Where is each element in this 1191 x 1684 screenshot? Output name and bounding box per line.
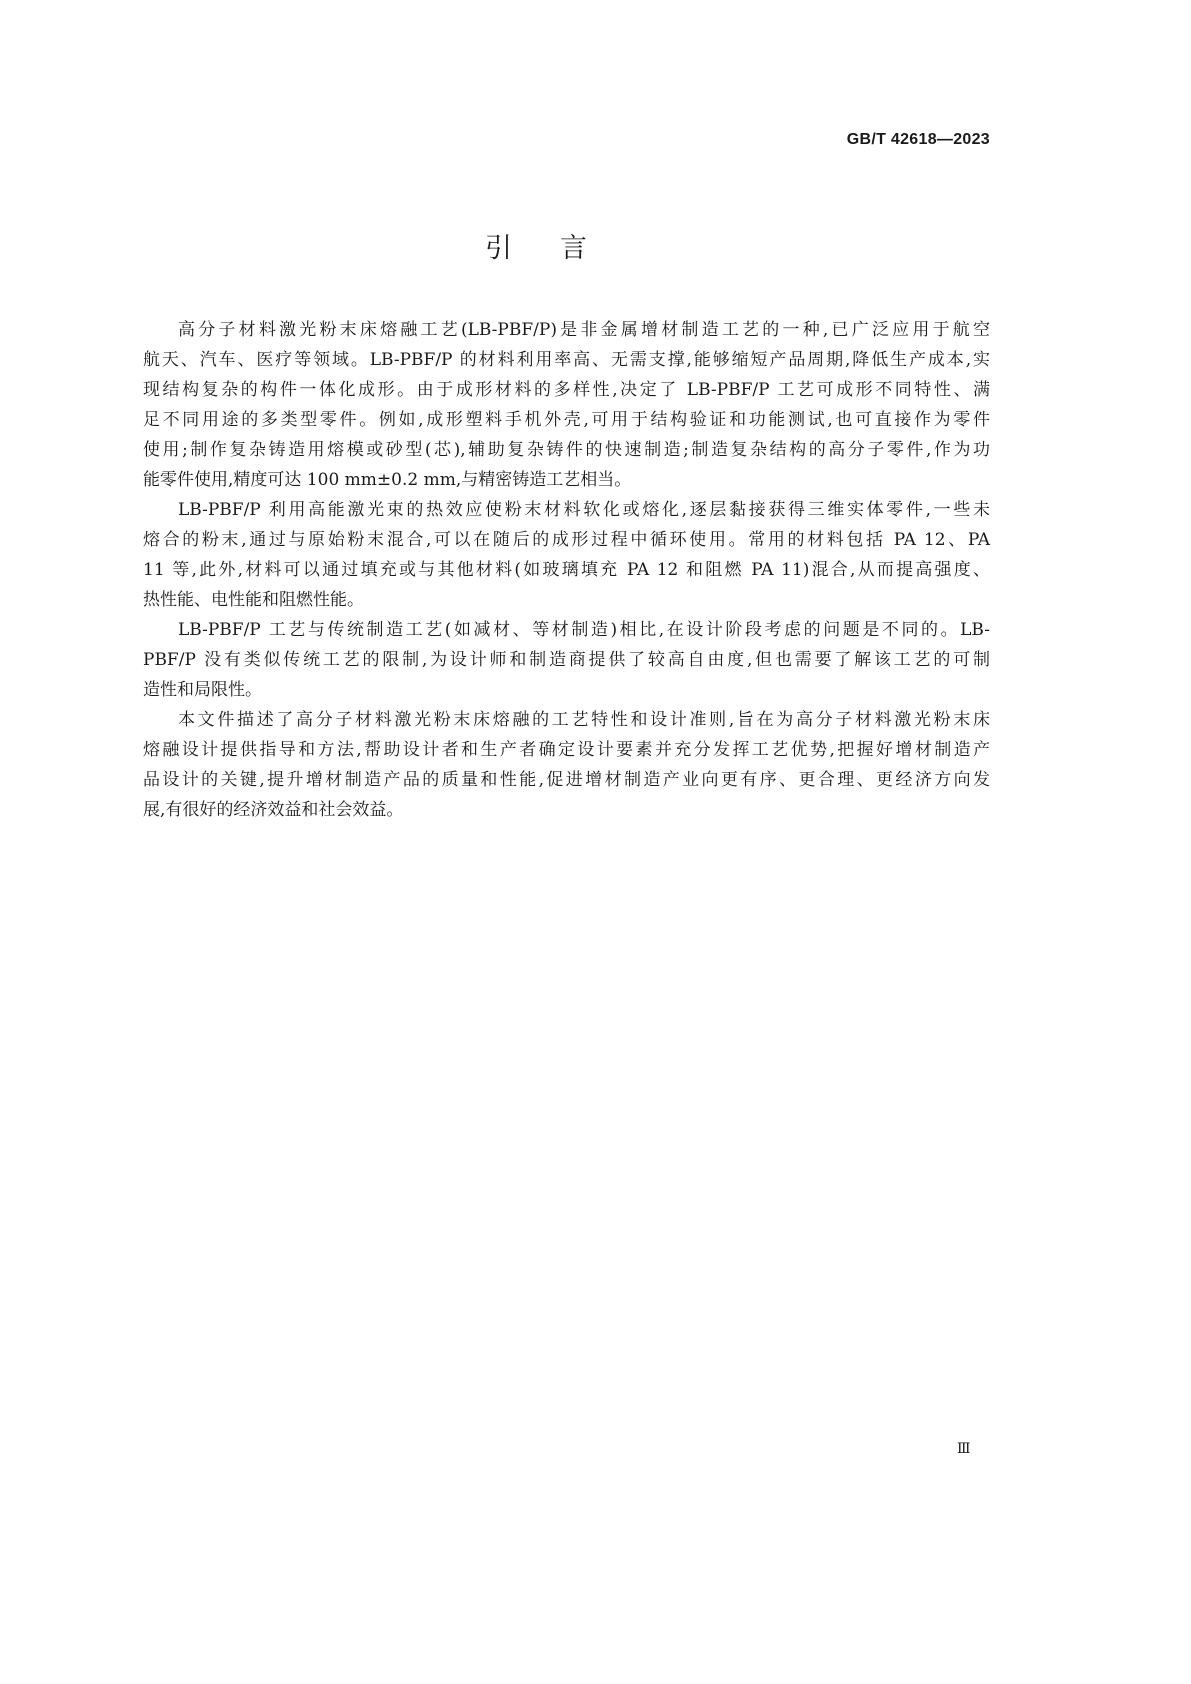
text-line: PBF/P 没有类似传统工艺的限制,为设计师和制造商提供了较高自由度,但也需要了解该工艺的可制 xyxy=(143,650,990,670)
paragraph xyxy=(143,495,990,615)
text-line: 造性和局限性。 xyxy=(143,680,262,700)
page-title: 引言 xyxy=(485,233,635,264)
standard-number: GB/T 42618—2023 xyxy=(846,131,990,148)
text-line: 热性能、电性能和阻燃性能。 xyxy=(143,590,364,610)
text-line: 熔合的粉末,通过与原始粉末混合,可以在随后的成形过程中循环使用。常用的材料包括 PA 12、PA xyxy=(143,530,990,550)
text-line: LB-PBF/P 利用高能激光束的热效应使粉末材料软化或熔化,逐层黏接获得三维实体零件,一些未 xyxy=(178,500,990,520)
text-line: 高分子材料激光粉末床熔融工艺(LB-PBF/P)是非金属增材制造工艺的一种,已广泛应用于航空 xyxy=(178,320,990,340)
document-body xyxy=(143,315,990,825)
text-line: 熔融设计提供指导和方法,帮助设计者和生产者确定设计要素并充分发挥工艺优势,把握好增材制造产 xyxy=(143,740,990,760)
text-line: LB-PBF/P 工艺与传统制造工艺(如减材、等材制造)相比,在设计阶段考虑的问题是不同的。LB- xyxy=(178,620,990,640)
paragraph xyxy=(143,315,990,495)
paragraph xyxy=(143,615,990,705)
text-line: 展,有很好的经济效益和社会效益。 xyxy=(143,800,404,820)
text-line: 品设计的关键,提升增材制造产品的质量和性能,促进增材制造产业向更有序、更合理、更经济方向发 xyxy=(143,770,990,790)
page-number: Ⅲ xyxy=(957,1441,971,1457)
text-line: 本文件描述了高分子材料激光粉末床熔融的工艺特性和设计准则,旨在为高分子材料激光粉末床 xyxy=(178,710,990,730)
text-line: 使用;制作复杂铸造用熔模或砂型(芯),辅助复杂铸件的快速制造;制造复杂结构的高分子零件,作为功 xyxy=(143,440,990,460)
text-line: 航天、汽车、医疗等领域。LB-PBF/P 的材料利用率高、无需支撑,能够缩短产品周期,降低生产成本,实 xyxy=(143,350,990,370)
text-line: 足不同用途的多类型零件。例如,成形塑料手机外壳,可用于结构验证和功能测试,也可直接作为零件 xyxy=(143,410,990,430)
text-line: 现结构复杂的构件一体化成形。由于成形材料的多样性,决定了 LB-PBF/P 工艺可成形不同特性、满 xyxy=(143,380,990,400)
paragraph xyxy=(143,705,990,825)
text-line: 能零件使用,精度可达 100 mm±0.2 mm,与精密铸造工艺相当。 xyxy=(143,470,632,490)
text-line: 11 等,此外,材料可以通过填充或与其他材料(如玻璃填充 PA 12 和阻燃 PA 11)混合,从而提高强度、 xyxy=(143,560,990,580)
